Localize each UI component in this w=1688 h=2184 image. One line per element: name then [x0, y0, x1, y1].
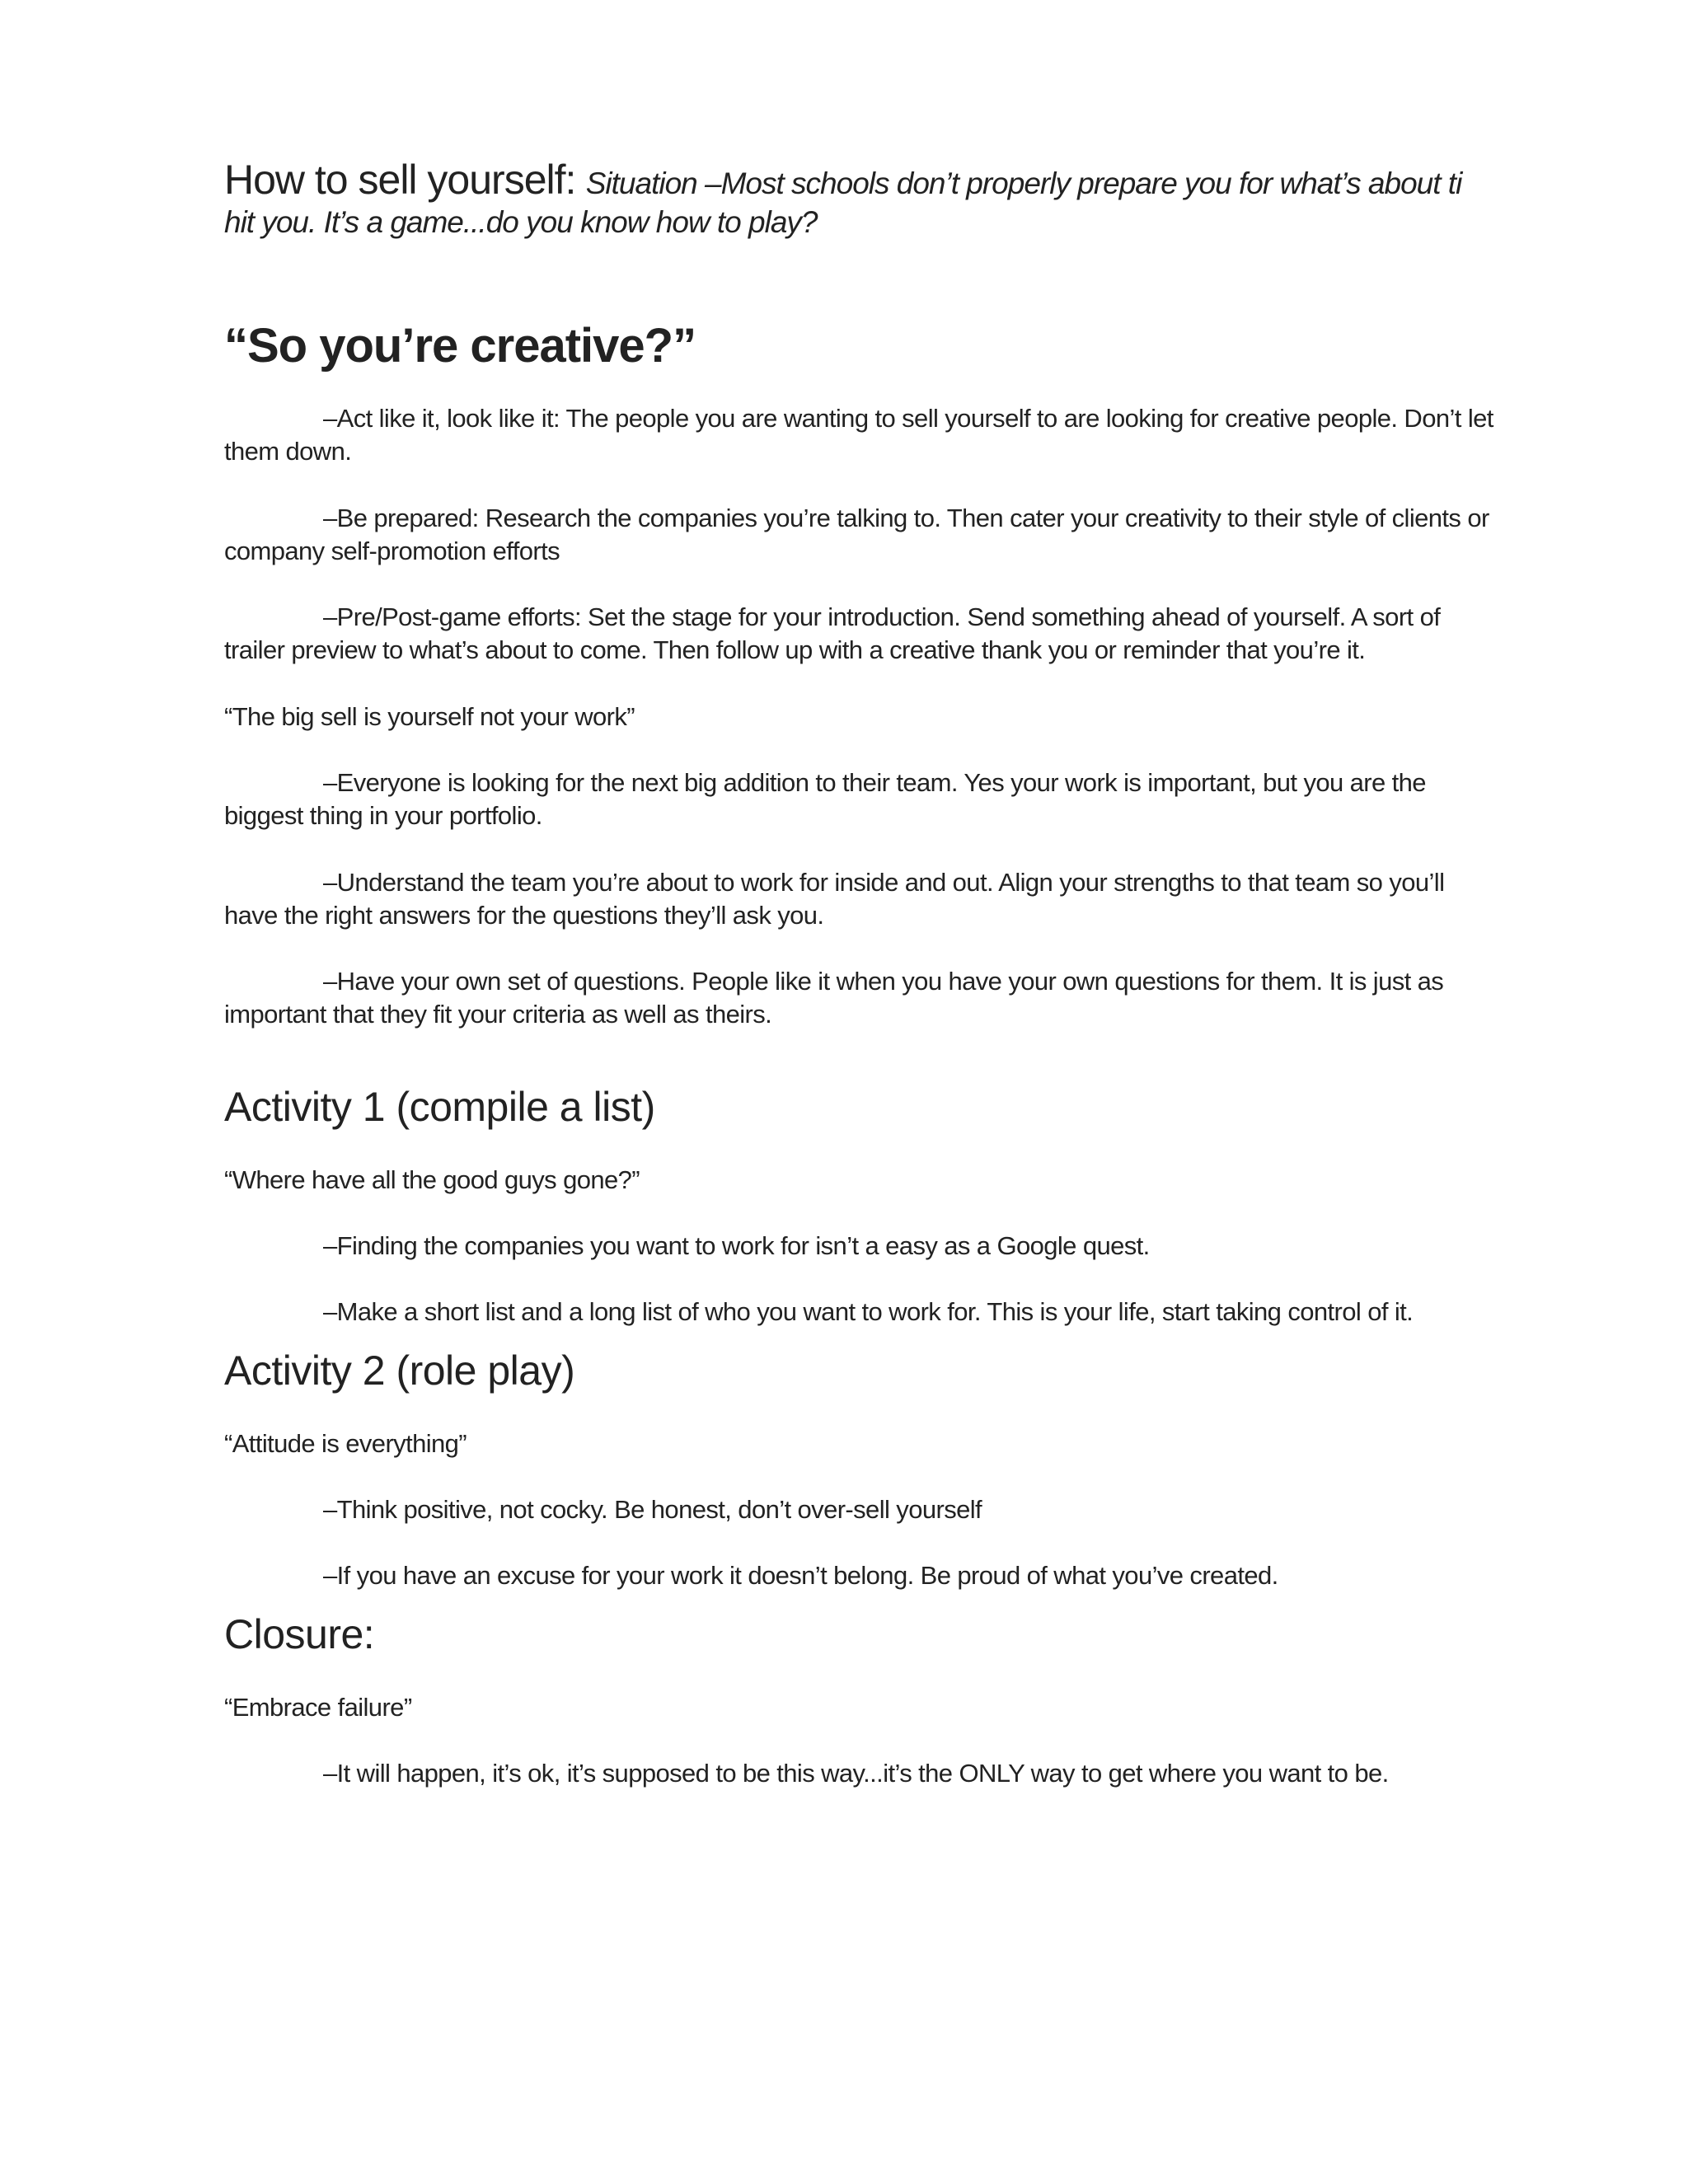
- paragraph-finding-companies: –Finding the companies you want to work for isn’t a easy as a Google quest.: [323, 1231, 1150, 1260]
- paragraph-be-prepared: –Be prepared: Research the companies you’re talking to. Then cater your creativity to their style of clients or company self-promotion efforts: [224, 504, 1489, 565]
- paragraph-understand-team: –Understand the team you’re about to work for inside and out. Align your strengths to that team so you’ll have the right answers for the questions they’ll ask you.: [224, 868, 1445, 930]
- paragraph-it-will-happen: –It will happen, it’s ok, it’s supposed to be this way...it’s the ONLY way to get where you want to be.: [323, 1759, 1389, 1788]
- paragraph-think-positive: –Think positive, not cocky. Be honest, don’t over-sell yourself: [323, 1495, 982, 1524]
- document-content: [224, 157, 1493, 1788]
- paragraph-everyone-looking: –Everyone is looking for the next big addition to their team. Yes your work is important, but you are the biggest thing in your portfolio.: [224, 768, 1426, 830]
- paragraph-own-questions: –Have your own set of questions. People like it when you have your own questions for them. It is just as important that they fit your criteria as well as theirs.: [224, 967, 1444, 1029]
- document-title: How to sell yourself:: [224, 157, 576, 203]
- quote-big-sell: “The big sell is yourself not your work”: [224, 702, 635, 731]
- heading-activity-1: Activity 1 (compile a list): [224, 1084, 655, 1130]
- quote-attitude: “Attitude is everything”: [224, 1429, 467, 1458]
- document-subtitle: Situation –Most schools don’t properly prepare you for what’s about ti hit you. It’s a game...do you know how to play?: [224, 166, 1462, 239]
- quote-embrace-failure: “Embrace failure”: [224, 1693, 412, 1722]
- heading-activity-2: Activity 2 (role play): [224, 1347, 575, 1394]
- paragraph-short-long-list: –Make a short list and a long list of who you want to work for. This is your life, start taking control of it.: [323, 1297, 1414, 1326]
- document-title-block: [224, 157, 1493, 241]
- quote-good-guys: “Where have all the good guys gone?”: [224, 1165, 640, 1194]
- paragraph-excuse-for-work: –If you have an excuse for your work it doesn’t belong. Be proud of what you’ve created.: [323, 1561, 1278, 1590]
- paragraph-pre-post-game: –Pre/Post-game efforts: Set the stage for your introduction. Send something ahead of yourself. A sort of trailer preview to what’s about to come. Then follow up with a creative thank you or reminder that you’re it.: [224, 602, 1441, 664]
- paragraph-act-like-it: –Act like it, look like it: The people you are wanting to sell yourself to are looking for creative people. Don’t let them down.: [224, 404, 1493, 466]
- section-heading-creative: “So you’re creative?”: [224, 319, 696, 373]
- heading-closure: Closure:: [224, 1611, 375, 1657]
